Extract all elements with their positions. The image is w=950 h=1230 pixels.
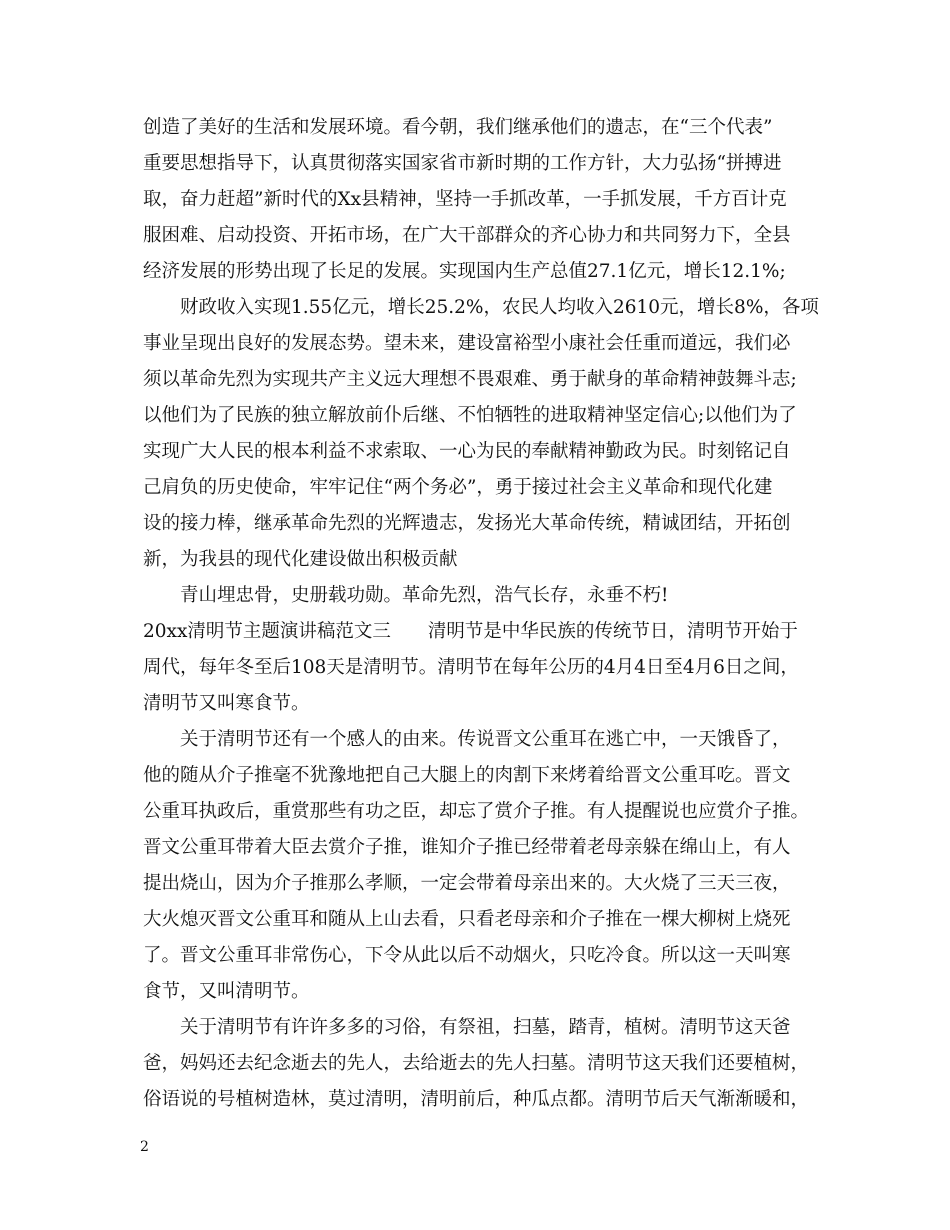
text-line: 大火熄灭晋文公重耳和随从上山去看，只看老母亲和介子推在一棵大柳树上烧死 — [143, 909, 791, 930]
text-line: 了。晋文公重耳非常伤心，下令从此以后不动烟火，只吃冷食。所以这一天叫寒 — [143, 945, 791, 966]
text-line: 周代，每年冬至后108天是清明节。清明节在每年公历的4月4日至4月6日之间， — [143, 657, 799, 678]
text-line: 新，为我县的现代化建设做出积极贡献 — [143, 549, 458, 570]
text-line: 服困难、启动投资、开拓市场，在广大干部群众的齐心协力和共同努力下，全县 — [143, 225, 791, 246]
text-line: 以他们为了民族的独立解放前仆后继、不怕牺牲的进取精神坚定信心;以他们为了 — [143, 405, 797, 426]
text-line: 须以革命先烈为实现共产主义远大理想不畏艰难、勇于献身的革命精神鼓舞斗志; — [143, 369, 797, 390]
text-line: 实现广大人民的根本利益不求索取、一心为民的奉献精神勤政为民。时刻铭记自 — [143, 441, 791, 462]
text-line: 取，奋力赶超”新时代的Xx县精神，坚持一手抓改革，一手抓发展，千方百计克 — [143, 189, 787, 210]
text-line: 爸，妈妈还去纪念逝去的先人，去给逝去的先人扫墓。清明节这天我们还要植树， — [143, 1053, 810, 1074]
text-line: 公重耳执政后，重赏那些有功之臣，却忘了赏介子推。有人提醒说也应赏介子推。 — [143, 801, 810, 822]
text-line: 事业呈现出良好的发展态势。望未来，建设富裕型小康社会任重而道远，我们必 — [143, 333, 791, 354]
text-line: 经济发展的形势出现了长足的发展。实现国内生产总值27.1亿元，增长12.1%; — [143, 261, 786, 282]
text-line: 创造了美好的生活和发展环境。看今朝，我们继承他们的遗志，在“三个代表” — [143, 117, 773, 138]
text-line: 食节，又叫清明节。 — [143, 981, 310, 1002]
text-line: 关于清明节有许许多多的习俗，有祭祖，扫墓，踏青，植树。清明节这天爸 — [143, 1017, 791, 1038]
text-line: 关于清明节还有一个感人的由来。传说晋文公重耳在逃亡中，一天饿昏了， — [143, 729, 791, 750]
text-line: 清明节又叫寒食节。 — [143, 693, 310, 714]
text-line: 20xx清明节主题演讲稿范文三 清明节是中华民族的传统节日，清明节开始于 — [143, 621, 798, 642]
text-line: 他的随从介子推毫不犹豫地把自己大腿上的肉割下来烤着给晋文公重耳吃。晋文 — [143, 765, 791, 786]
text-line: 财政收入实现1.55亿元，增长25.2%，农民人均收入2610元，增长8%，各项 — [143, 297, 819, 318]
text-line: 俗语说的号植树造林，莫过清明，清明前后，种瓜点都。清明节后天气渐渐暖和， — [143, 1089, 810, 1110]
page-number: 2 — [140, 1139, 149, 1155]
text-line: 青山埋忠骨，史册载功勋。革命先烈，浩气长存，永垂不朽! — [143, 585, 669, 606]
text-line: 设的接力棒，继承革命先烈的光辉遗志，发扬光大革命传统，精诚团结，开拓创 — [143, 513, 791, 534]
text-line: 重要思想指导下，认真贯彻落实国家省市新时期的工作方针，大力弘扬“拼搏进 — [143, 153, 782, 174]
text-line: 晋文公重耳带着大臣去赏介子推，谁知介子推已经带着老母亲躲在绵山上，有人 — [143, 837, 791, 858]
text-line: 己肩负的历史使命，牢牢记住“两个务必”，勇于接过社会主义革命和现代化建 — [143, 477, 773, 498]
text-line: 提出烧山，因为介子推那么孝顺，一定会带着母亲出来的。大火烧了三天三夜， — [143, 873, 791, 894]
